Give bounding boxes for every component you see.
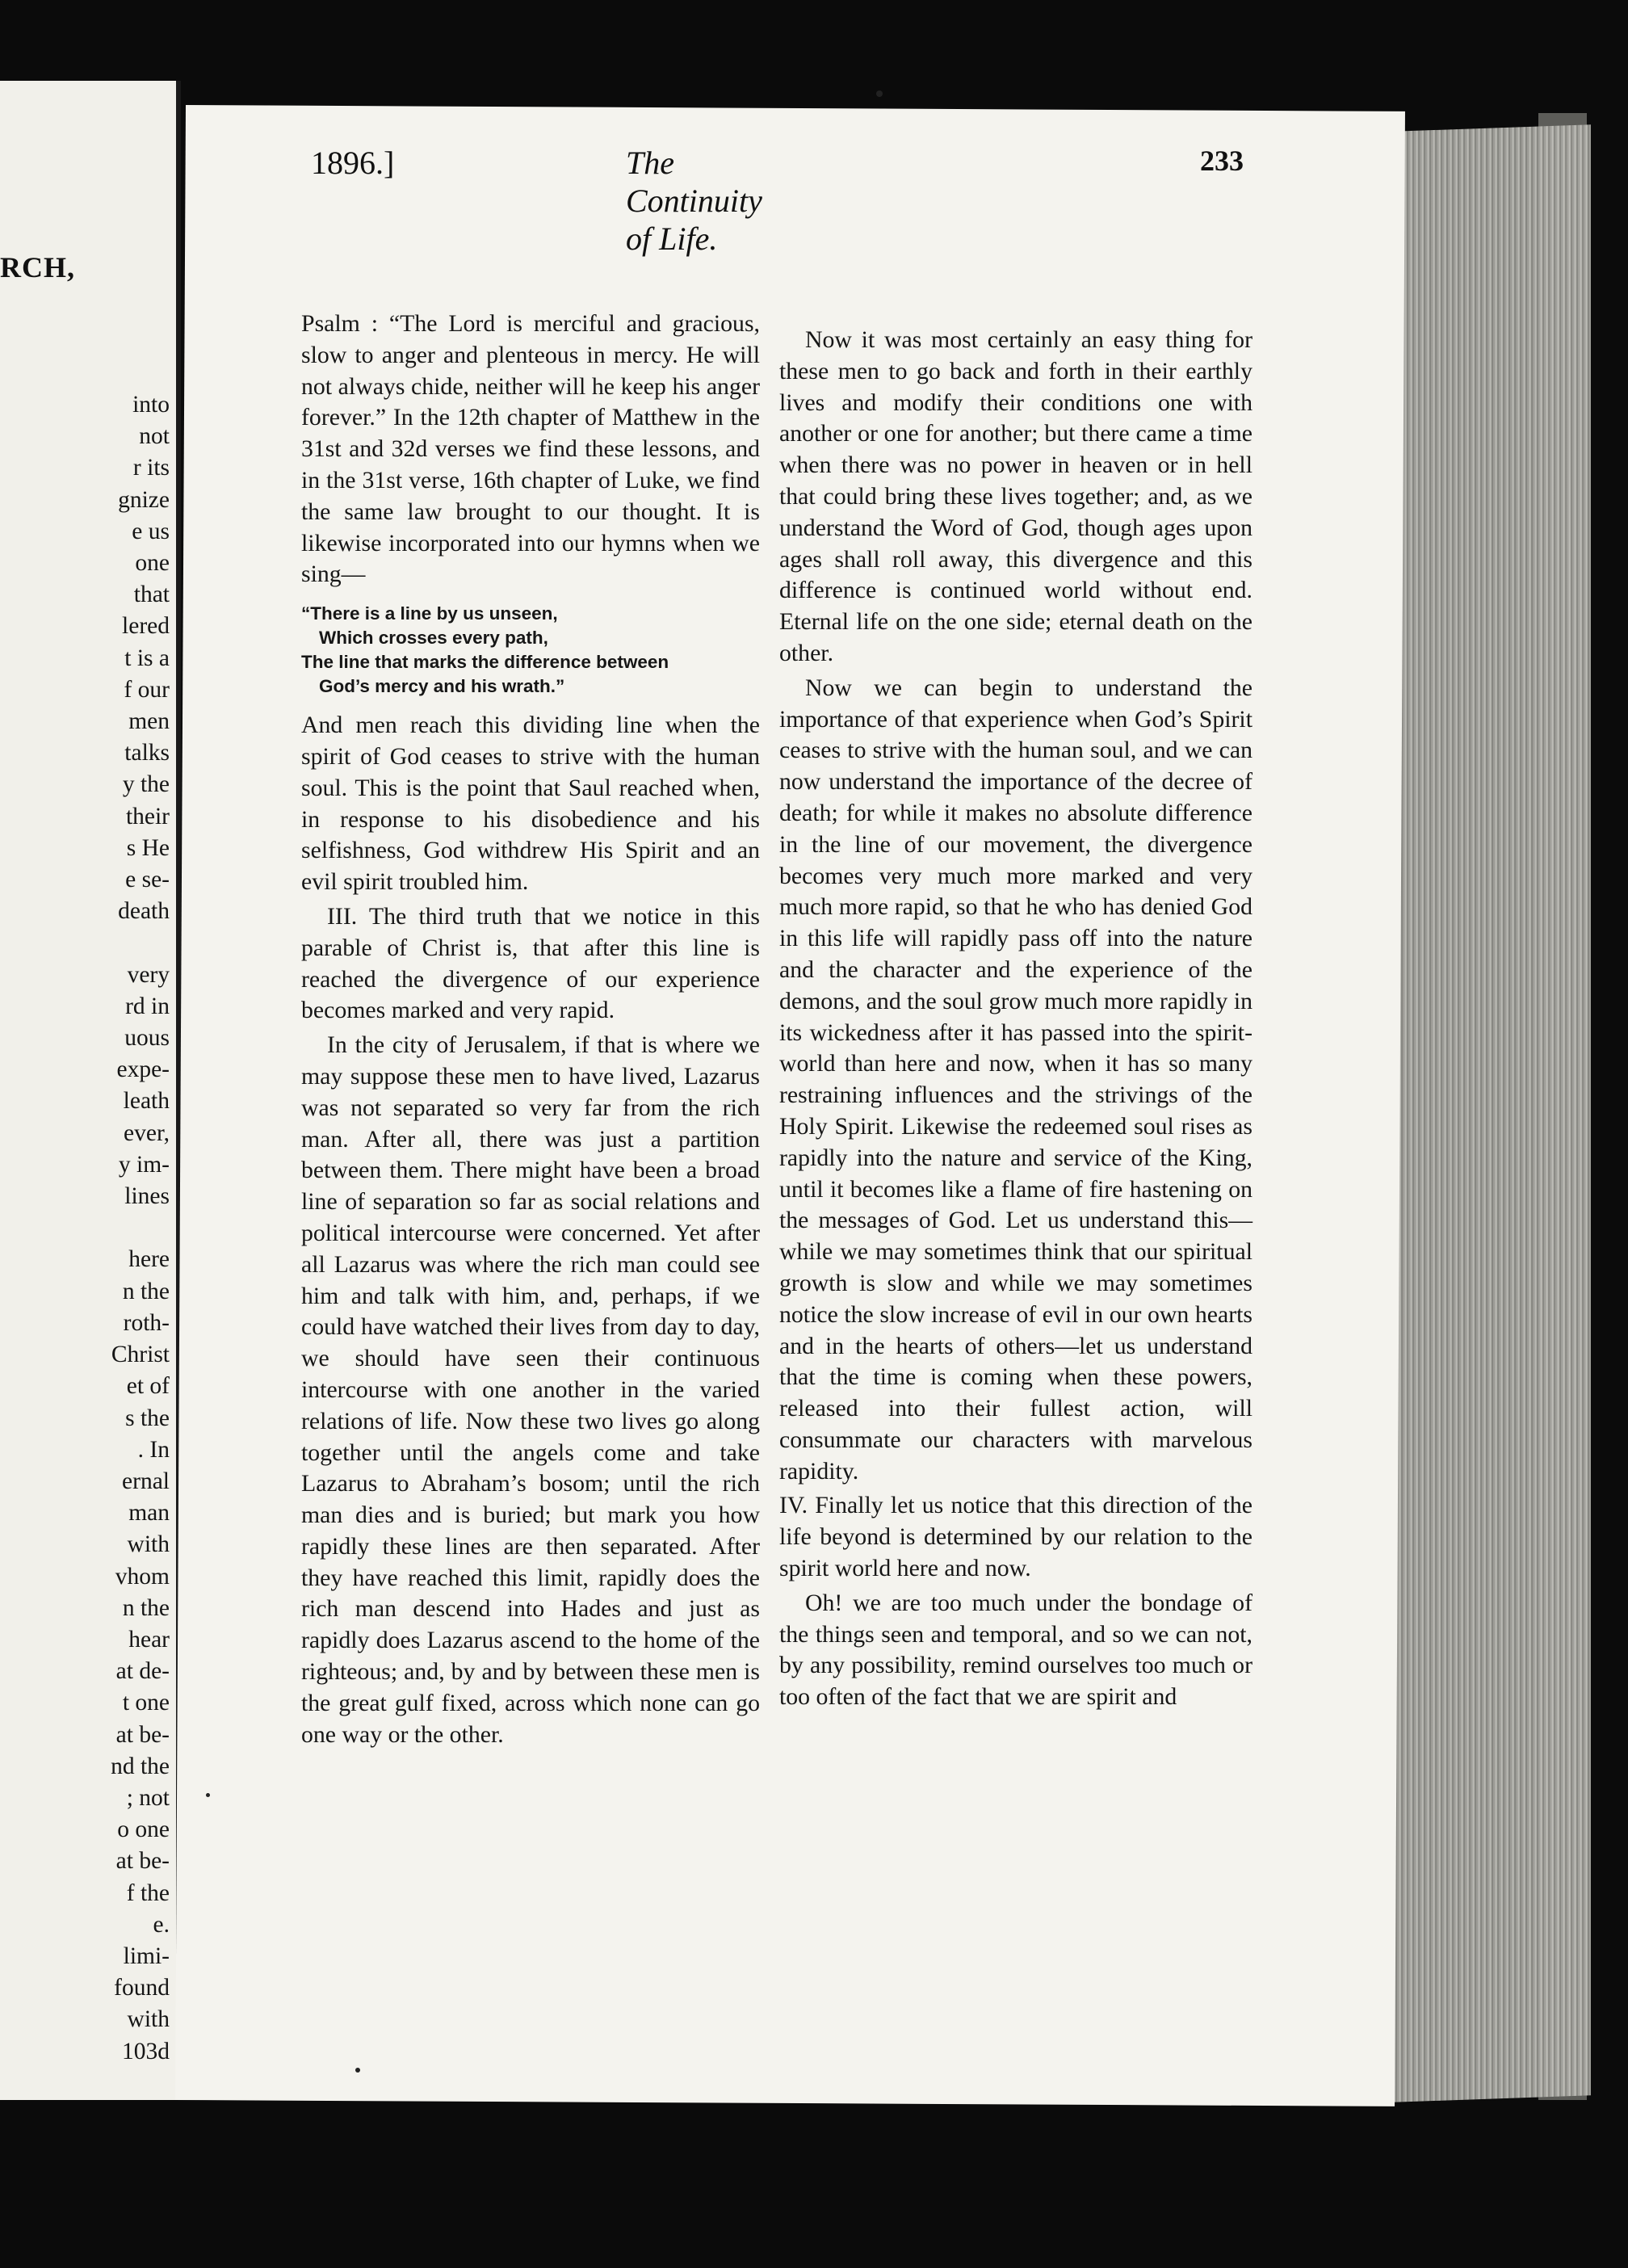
- left-page-line: [8, 1212, 170, 1244]
- left-page-line: nd the: [111, 1753, 170, 1779]
- left-page-line: men: [128, 708, 170, 735]
- quote-line: “There is a line by us unseen,: [301, 603, 558, 624]
- running-header-title: The Continuity of Life.: [626, 145, 762, 257]
- quote-line: Which crosses every path,: [319, 628, 548, 649]
- left-page-line: with: [127, 1531, 170, 1558]
- left-page-line: t one: [122, 1690, 170, 1716]
- left-page-line: lered: [122, 613, 170, 640]
- dust-speck: [206, 1793, 210, 1797]
- left-page-line: . In: [137, 1436, 170, 1463]
- left-page-line: e.: [153, 1911, 170, 1938]
- left-page-line: n the: [122, 1278, 170, 1304]
- left-page-line: 103d: [122, 2038, 170, 2064]
- left-page-line: that: [133, 582, 170, 608]
- left-page-line: limi-: [123, 1942, 170, 1969]
- left-page-line: et of: [126, 1373, 170, 1400]
- left-page-line: t is a: [124, 645, 170, 671]
- left-page-line: at be-: [115, 1848, 170, 1875]
- paragraph: Now it was most certainly an easy thing for these men to go back and forth in their earthly lives and modify their conditions one with another or one for another; but there came a time when there was no power in heaven or in hell that could bring these lives together; and, as we understand the Word of God, though ages upon ages shall roll away, this divergence and this difference is continued world without end. Eternal life on the one side; eternal death on the other.: [779, 326, 1252, 666]
- left-page-line: with: [127, 2006, 170, 2033]
- left-page-header: RCH,: [0, 251, 75, 284]
- left-page-line: e us: [132, 518, 170, 544]
- left-page-line: into: [132, 392, 170, 418]
- paragraph: Oh! we are too much under the bondage of the things seen and temporal, and so we can not, by any possibility, remind ourselves too much or too often of the fact that we are spirit and: [779, 1589, 1252, 1711]
- left-page-line: at be-: [115, 1721, 170, 1748]
- left-page-line: talks: [124, 740, 170, 766]
- left-page-line: ever,: [124, 1119, 170, 1146]
- left-page-line: s the: [125, 1405, 170, 1431]
- quote-line: The line that marks the difference between: [301, 652, 669, 673]
- left-page-line: [8, 927, 170, 959]
- left-page-line: found: [114, 1975, 170, 2001]
- left-page-line: here: [128, 1246, 170, 1273]
- page-number: 233: [1200, 145, 1244, 177]
- right-column: [779, 325, 1252, 1716]
- paragraph: In the city of Jerusalem, if that is where we may suppose these men to have lived, Lazarus was not separated so very far from the rich man. After all, there was just a partition between them. There might have been a broad line of separation so far as social relations and political intercourse were concerned. Yet after all Lazarus was where the rich man could see him and talk with him, and, perhaps, if we could have watched their lives from day to day, we should have seen their continuous intercourse with one another in the varied relations of life. Now these two lives go along together until the angels come and take Lazarus to Abraham’s bosom; until the rich man dies and is buried; but mark you how rapidly these lines are then separated. After they have reached this limit, rapidly does the rich man descend into Hades and just as rapidly does Lazarus ascend to the home of the righteous; and, by and by between these men is the great gulf fixed, across which none can go one way or the other.: [301, 1031, 760, 1748]
- left-page-line: r its: [132, 455, 170, 481]
- left-page-line: lines: [124, 1183, 170, 1210]
- left-page-line: uous: [124, 1025, 170, 1052]
- dust-speck: [876, 90, 883, 97]
- left-page-line: hear: [128, 1626, 170, 1653]
- paragraph: Psalm : “The Lord is merciful and gracious, slow to anger and plenteous in mercy. He will not always chide, neither will he keep his anger forever.” In the 12th chapter of Matthew in the 31st and 32d verses we find these lessons, and in the 31st verse, 16th chapter of Luke, we find the same law brought to our thought. It is likewise incorporated into our hymns when we sing—: [301, 310, 760, 588]
- left-page-line: at de-: [115, 1658, 170, 1685]
- left-page-line: not: [139, 423, 170, 450]
- left-page-line: man: [128, 1500, 170, 1527]
- left-page-line: Christ: [111, 1342, 170, 1368]
- quote-line: God’s mercy and his wrath.”: [319, 676, 565, 697]
- left-page: [0, 81, 181, 2100]
- left-page-line: expe-: [116, 1056, 170, 1083]
- left-page-line: f our: [124, 676, 170, 703]
- paragraph: IV. Finally let us notice that this direction of the life beyond is determined by our relation to the spirit world here and now.: [779, 1492, 1252, 1582]
- left-page-line: s He: [126, 834, 170, 861]
- paragraph: Now we can begin to understand the importance of that experience when God’s Spirit ceases to strive with the human soul, and we can now understand the importance of the decree of death; for while it makes no absolute difference in the line of our movement, the divergence becomes very much more marked and very much more rapid, so that he who has denied God in this life will rapidly pass off into the nature and the character and the experience of the demons, and the soul grow much more rapidly in its wickedness after it has passed into the spirit-world than here and now, when it has so many restraining influences and the strivings of the Holy Spirit. Likewise the redeemed soul rises as rapidly into the nature and service of the King, until it becomes like a flame of fire hastening on the messages of God. Let us understand this—while we may sometimes think that our spiritual growth is slow and while we may sometimes notice the slow increase of evil in our own hearts and in the hearts of others—let us understand that the time is coming when these powers, released into their fullest action, will consummate our characters with marvelous rapidity.: [779, 674, 1252, 1485]
- left-page-line: death: [118, 898, 170, 925]
- left-page-line: ernal: [122, 1468, 170, 1494]
- left-page-line: their: [125, 803, 170, 830]
- left-page-line: very: [127, 961, 170, 988]
- left-page-line: n the: [122, 1594, 170, 1621]
- paragraph: III. The third truth that we notice in this parable of Christ is, that after this line is reached the divergence of our experience becomes marked and very rapid.: [301, 902, 760, 1024]
- left-column: [301, 309, 760, 1754]
- hymn-quote: [301, 602, 760, 699]
- dust-speck: [355, 2068, 360, 2073]
- left-page-line: leath: [123, 1088, 170, 1115]
- left-page-line: f the: [126, 1880, 170, 1906]
- running-header-year: 1896.]: [311, 145, 395, 181]
- left-page-line: vhom: [115, 1563, 170, 1590]
- left-page-line: ; not: [126, 1784, 170, 1811]
- left-page-line: roth-: [123, 1309, 170, 1336]
- left-page-text: [8, 389, 170, 2068]
- paragraph: And men reach this dividing line when the spirit of God ceases to strive with the human soul. This is the point that Saul reached when, in response to his disobedience and his selfishness, God withdrew His Spirit and an evil spirit troubled him.: [301, 712, 760, 896]
- left-page-line: o one: [117, 1816, 170, 1843]
- left-page-line: e se-: [125, 867, 170, 893]
- left-page-line: y the: [122, 771, 170, 798]
- left-page-line: one: [135, 550, 170, 577]
- left-page-line: gnize: [118, 486, 170, 513]
- left-page-line: y im-: [118, 1151, 170, 1178]
- left-page-line: rd in: [125, 993, 170, 1019]
